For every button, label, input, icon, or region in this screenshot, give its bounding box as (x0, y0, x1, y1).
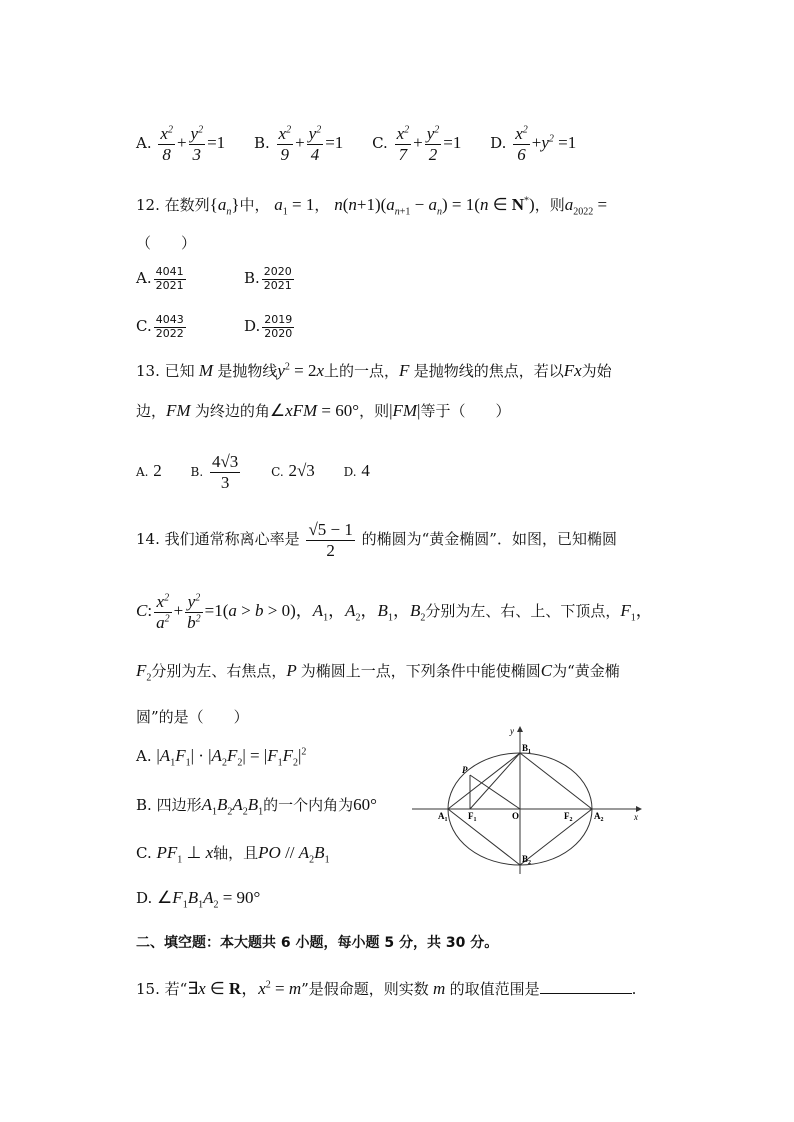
q12-option-a (136, 266, 188, 292)
q14-option-c: C. $PF_1$ ⊥ x轴，且PO // $A_2B_1$ (136, 843, 330, 866)
fraction: $\frac{4043}{2022}$ (155, 313, 184, 340)
q13-option-d: D. 4 (343, 461, 370, 481)
ellipse-figure (408, 722, 648, 878)
text: ”是假命题，则实数 (301, 980, 429, 998)
answer-paren: （ ） (136, 234, 197, 252)
option-label: C. (271, 465, 284, 480)
text: 分别为左、右焦点， (151, 662, 287, 680)
option-label: B. (253, 134, 270, 153)
question-number: 12. (136, 196, 160, 214)
option-label: C. (136, 317, 152, 336)
q11-option-a: A. $\frac{x^2}{8}$ + $\frac{y^2}{3}$ =1 (136, 124, 226, 164)
label-y: y (510, 726, 514, 736)
q11-option-d: D. $\frac{x^2}{6}$ $+y^2 =1$ (490, 124, 577, 164)
text: 已知 (164, 362, 195, 380)
q12-paren (136, 232, 196, 253)
option-label: A. (136, 747, 152, 765)
question-number: 14. (136, 530, 160, 549)
text: . (631, 980, 637, 998)
q14-stem-line1 (136, 520, 617, 560)
text: 为始 (581, 362, 612, 380)
option-label: A. (136, 269, 152, 288)
label-a2: $A_2$ (594, 811, 604, 823)
fraction: $\frac{4√3}{3}$ (211, 452, 239, 492)
text: 等于（ ） (420, 402, 511, 420)
option-label: B. (136, 796, 152, 814)
text: 为终边的角 (194, 402, 270, 420)
fraction: $\frac{2019}{2020}$ (264, 313, 293, 340)
text: 四边形 (156, 796, 202, 814)
fraction: $\frac{2020}{2021}$ (263, 265, 292, 292)
q14-option-a: A. $|A_1F_1| \cdot |A_2F_2| = |F_1F_2|^2$ (136, 746, 307, 769)
option-label: D. (136, 889, 153, 907)
q15-stem: 15. 若“∃x ∈ R，$x^2 = m$”是假命题，则实数 m 的取值范围是 . (136, 979, 637, 998)
q14-option-b: B. 四边形$A_1B_2A_2B_1$的一个内角为60° (136, 795, 377, 818)
option-label: D. (244, 317, 261, 336)
q14-option-d: D. $\angle F_1B_1A_2 = 90^\circ$ (136, 888, 261, 911)
y-axis-arrow (517, 726, 523, 732)
q12-options-row1 (136, 265, 292, 292)
label-b2: $B_2$ (522, 854, 532, 866)
q12-stem: 12. 在数列$\{a_n\}$中， $a_1 = 1$， $n(n+1)(a_{n+1} - a_n) = 1(n$ ∈ N*)，则$a_{2022}$ = (136, 195, 608, 218)
q11-option-b: B. $\frac{x^2}{9}$ + $\frac{y^2}{4}$ =1 (253, 124, 344, 164)
text: 我们通常称离心率是 (164, 530, 300, 549)
text: ，则 (534, 196, 565, 214)
q14-stem-line2: C: $\frac{x^2}{a^2}$ + $\frac{y^2}{b^2}$ =1(a > b > 0)，$A_1$，$A_2$，$B_1$，$B_2$分别为左、右、上、下顶点，$F_1$， (136, 592, 653, 632)
q13-option-a: A. 2 (136, 461, 162, 481)
text: 在数列 (164, 196, 210, 214)
fraction: $\frac{x^2}{6}$ (515, 124, 528, 164)
text: 的一个内角为 (263, 796, 354, 814)
text: 为“黄金椭 (552, 662, 620, 680)
text: 为椭圆上一点，下列条件中能使椭圆 (300, 662, 541, 680)
segment-f1b1 (470, 753, 520, 809)
text: 轴，且 (213, 844, 259, 862)
text: ，则 (359, 402, 390, 420)
q12-options-row2 (136, 313, 293, 340)
q14-stem-line3: $F_2$分别为左、右焦点，P 为椭圆上一点，下列条件中能使椭圆C为“黄金椭 (136, 661, 620, 684)
option-label: B. (244, 269, 260, 288)
q13-stem-line1: 13. 已知 M 是抛物线$y^2 = 2x$上的一点，F 是抛物线的焦点，若以Fx为始 (136, 361, 612, 380)
fraction: $\frac{x^2}{a^2}$ (156, 592, 170, 632)
text: 的取值范围是 (449, 980, 540, 998)
text: 分别为左、右、上、下顶点， (425, 602, 621, 621)
q13-option-c: C. 2√3 (271, 461, 315, 481)
text: 的椭圆为“黄金椭圆”．如图，已知椭圆 (361, 530, 617, 549)
text: 是抛物线 (217, 362, 278, 380)
label-f2: $F_2$ (564, 811, 573, 823)
text: 中， (239, 196, 270, 214)
fraction: $\frac{x^2}{7}$ (396, 124, 410, 164)
label-x: x (634, 812, 638, 822)
option-label: D. (343, 465, 357, 480)
fraction: $\frac{4041}{2021}$ (155, 265, 184, 292)
text: 二、填空题：本大题共 6 小题，每小题 5 分，共 30 分。 (136, 935, 499, 951)
q13-stem-line2: 边，FM 为终边的角∠xFM = 60°，则|FM|等于（ ） (136, 401, 511, 420)
option-label: D. (490, 134, 507, 153)
label-a1: $A_1$ (438, 811, 448, 823)
label-o: O (512, 811, 520, 821)
question-number: 13. (136, 362, 160, 380)
q13-option-b (191, 452, 243, 492)
label-f1: $F_1$ (468, 811, 477, 823)
text: 是抛物线的焦点，若以 (413, 362, 564, 380)
fraction: $\frac{y^2}{b^2}$ (187, 592, 201, 632)
segment-po (470, 775, 520, 809)
option-label: A. (136, 465, 149, 480)
q12-option-d (244, 314, 296, 340)
text: 圆”的是（ ） (136, 708, 249, 726)
question-number: 15. (136, 980, 160, 998)
option-label: A. (136, 134, 152, 153)
option-label: C. (372, 134, 388, 153)
option-label: B. (190, 465, 204, 480)
text: 若“ (164, 980, 188, 998)
q12-option-c (136, 314, 188, 340)
fraction: $\frac{y^2}{2}$ (426, 124, 440, 164)
label-p: P (462, 765, 468, 775)
q14-stem-line4 (136, 706, 249, 727)
option-label: C. (136, 844, 152, 862)
text: 上的一点， (324, 362, 400, 380)
fraction: $\frac{y^2}{3}$ (190, 124, 204, 164)
text: ， (314, 196, 330, 214)
fraction: $\frac{x^2}{8}$ (160, 124, 173, 164)
q12-option-b (244, 266, 296, 292)
q11-option-c: C. $\frac{x^2}{7}$ + $\frac{y^2}{2}$ =1 (372, 124, 462, 164)
section-title (136, 932, 498, 952)
text: 边， (136, 402, 167, 420)
q13-options (136, 452, 370, 492)
fraction: $\frac{√5 - 1}{2}$ (308, 520, 353, 560)
answer-blank[interactable] (540, 979, 632, 994)
fraction: $\frac{x^2}{9}$ (278, 124, 292, 164)
fraction: $\frac{y^2}{4}$ (308, 124, 322, 164)
label-b1: $B_1$ (522, 743, 532, 755)
q11-options (136, 124, 576, 164)
